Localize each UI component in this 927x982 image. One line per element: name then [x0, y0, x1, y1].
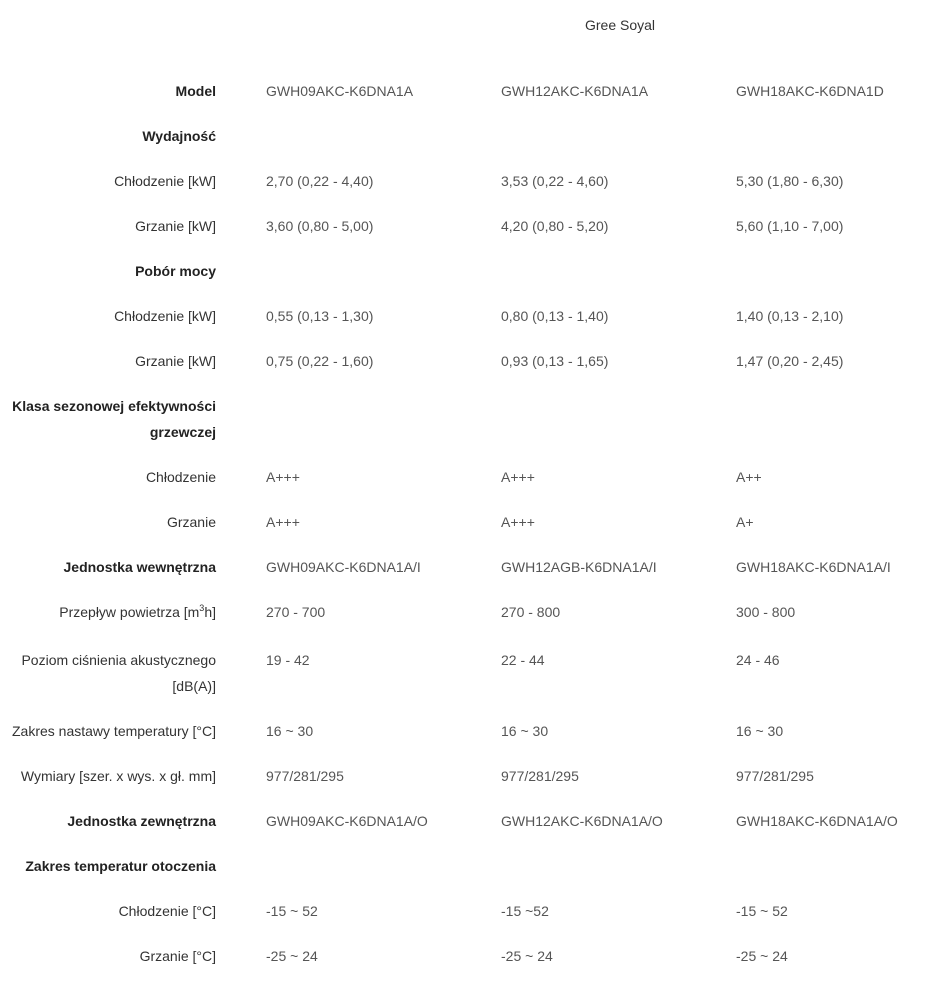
table-row: [0, 248, 927, 293]
cell-value: 4,20 (0,80 - 5,20): [501, 218, 609, 234]
cell-value: 977/281/295: [736, 768, 814, 784]
airflow-label-prefix: Przepływ powietrza [m: [59, 604, 200, 620]
cell-value: GWH09AKC-K6DNA1A/O: [266, 813, 428, 829]
cell-value: [230, 383, 465, 454]
cell-value: 0,93 (0,13 - 1,65): [501, 353, 609, 369]
cell-value: [465, 248, 700, 293]
table-row: [0, 293, 927, 338]
row-label-ambient-heating: Grzanie [°C]: [139, 948, 216, 964]
row-label-cooling-power: Chłodzenie [kW]: [114, 308, 216, 324]
cell-value: 22 - 44: [501, 652, 545, 668]
cell-value: 16 ~ 30: [501, 723, 549, 739]
cell-value: A+++: [266, 469, 300, 485]
airflow-label-superscript: 3: [199, 603, 205, 613]
cell-value: A+++: [501, 514, 535, 530]
cell-value: A++: [736, 469, 762, 485]
row-label-power-consumption: Pobór mocy: [135, 263, 216, 279]
cell-value: GWH18AKC-K6DNA1A/I: [736, 559, 891, 575]
row-label-capacity: Wydajność: [142, 128, 216, 144]
cell-value: 0,75 (0,22 - 1,60): [266, 353, 374, 369]
cell-value: GWH12AKC-K6DNA1A: [501, 83, 649, 99]
row-label-sound-pressure: Poziom ciśnienia akustycznego [dB(A)]: [21, 652, 216, 694]
table-row: [0, 798, 927, 843]
row-label-dimensions: Wymiary [szer. x wys. x gł. mm]: [20, 768, 216, 784]
cell-value: 270 - 700: [266, 604, 326, 620]
cell-value: GWH12AKC-K6DNA1A/O: [501, 813, 663, 829]
cell-value: GWH18AKC-K6DNA1A/O: [736, 813, 898, 829]
row-label-airflow: [0, 589, 230, 637]
cell-value: 3,60 (0,80 - 5,00): [266, 218, 374, 234]
cell-value: [700, 843, 927, 888]
cell-value: 5,30 (1,80 - 6,30): [736, 173, 844, 189]
row-label-heating-power: Grzanie [kW]: [135, 353, 216, 369]
cell-value: [700, 113, 927, 158]
cell-value: GWH18AKC-K6DNA1D: [736, 83, 884, 99]
row-label-cooling-capacity: Chłodzenie [kW]: [114, 173, 216, 189]
cell-value: -15 ~ 52: [266, 903, 318, 919]
cell-value: 1,47 (0,20 - 2,45): [736, 353, 844, 369]
row-label-model: Model: [175, 83, 216, 99]
cell-value: [230, 113, 465, 158]
cell-value: [465, 383, 700, 454]
table-row: [0, 454, 927, 499]
table-row: [0, 383, 927, 454]
table-row: [0, 589, 927, 637]
cell-value: A+++: [501, 469, 535, 485]
cell-value: [700, 383, 927, 454]
cell-value: 0,55 (0,13 - 1,30): [266, 308, 374, 324]
cell-value: [230, 843, 465, 888]
cell-value: 300 - 800: [736, 604, 796, 620]
cell-value: GWH09AKC-K6DNA1A: [266, 83, 414, 99]
cell-value: -15 ~ 52: [736, 903, 788, 919]
table-header: [0, 17, 927, 37]
table-row: [0, 888, 927, 933]
table-row: [0, 499, 927, 544]
cell-value: -25 ~ 24: [501, 948, 553, 964]
cell-value: 19 - 42: [266, 652, 310, 668]
cell-value: 2,70 (0,22 - 4,40): [266, 173, 374, 189]
row-label-indoor-unit: Jednostka wewnętrzna: [63, 559, 216, 575]
row-label-cooling-class: Chłodzenie: [145, 469, 216, 485]
row-label-ambient-cooling: Chłodzenie [°C]: [118, 903, 216, 919]
row-label-ambient-range: Zakres temperatur otoczenia: [25, 858, 216, 874]
table-row: [0, 933, 927, 978]
cell-value: 16 ~ 30: [736, 723, 784, 739]
cell-value: 977/281/295: [266, 768, 344, 784]
cell-value: -25 ~ 24: [736, 948, 788, 964]
table-row: [0, 708, 927, 753]
cell-value: 977/281/295: [501, 768, 579, 784]
table-row: [0, 637, 927, 708]
spec-table: [0, 68, 927, 978]
cell-value: A+: [736, 514, 754, 530]
table-row: [0, 753, 927, 798]
row-label-temperature-range: Zakres nastawy temperatury [°C]: [12, 723, 216, 739]
cell-value: A+++: [266, 514, 300, 530]
cell-value: 0,80 (0,13 - 1,40): [501, 308, 609, 324]
cell-value: [465, 843, 700, 888]
airflow-label-suffix: h]: [204, 604, 216, 620]
table-row: [0, 158, 927, 203]
cell-value: -15 ~52: [501, 903, 549, 919]
table-row: [0, 843, 927, 888]
row-label-outdoor-unit: Jednostka zewnętrzna: [67, 813, 216, 829]
cell-value: [465, 113, 700, 158]
table-row: [0, 68, 927, 113]
cell-value: 16 ~ 30: [266, 723, 314, 739]
row-label-heating-capacity: Grzanie [kW]: [135, 218, 216, 234]
cell-value: GWH12AGB-K6DNA1A/I: [501, 559, 657, 575]
cell-value: 1,40 (0,13 - 2,10): [736, 308, 844, 324]
cell-value: 5,60 (1,10 - 7,00): [736, 218, 844, 234]
table-row: [0, 544, 927, 589]
row-label-seasonal-efficiency: Klasa sezonowej efektywności grzewczej: [12, 398, 216, 440]
table-row: [0, 338, 927, 383]
product-series-title: Gree Soyal: [585, 17, 656, 33]
cell-value: 270 - 800: [501, 604, 561, 620]
cell-value: 3,53 (0,22 - 4,60): [501, 173, 609, 189]
cell-value: [230, 248, 465, 293]
table-row: [0, 113, 927, 158]
cell-value: 24 - 46: [736, 652, 780, 668]
cell-value: GWH09AKC-K6DNA1A/I: [266, 559, 421, 575]
table-row: [0, 203, 927, 248]
cell-value: [700, 248, 927, 293]
cell-value: -25 ~ 24: [266, 948, 318, 964]
row-label-heating-class: Grzanie: [166, 514, 216, 530]
